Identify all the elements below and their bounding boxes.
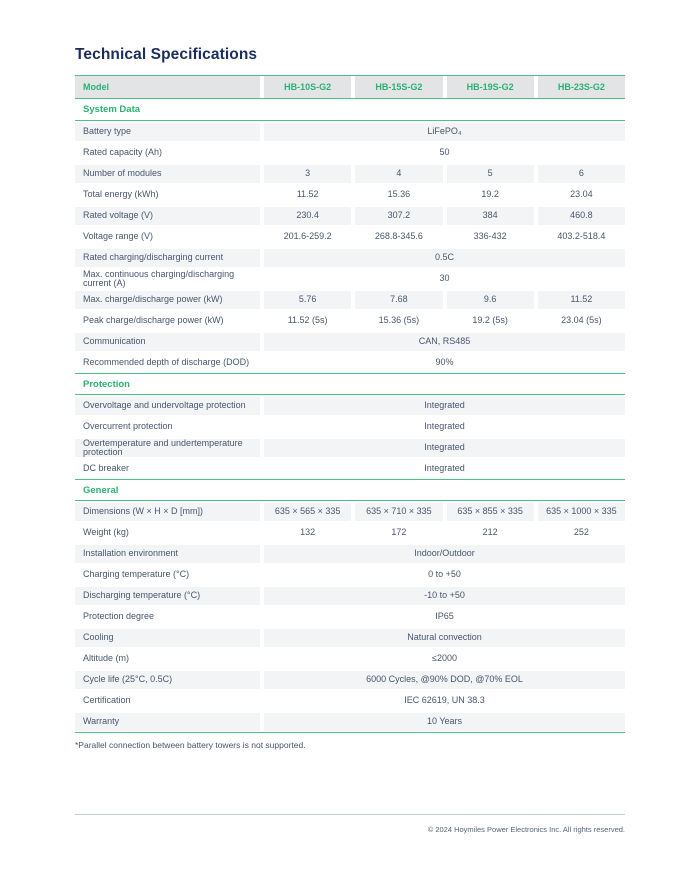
spec-value: 15.36 [387, 189, 411, 199]
spec-row [75, 711, 625, 732]
page-title: Technical Specifications [75, 46, 258, 63]
spec-row [75, 564, 625, 585]
section-header: Protection [75, 373, 625, 395]
spec-label: Cooling [75, 629, 260, 647]
section-header: General [75, 479, 625, 501]
spec-value: 132 [300, 527, 316, 537]
spec-label: Overtemperature and undertemperature protection [75, 439, 260, 457]
spec-row [75, 416, 625, 437]
spec-row [75, 226, 625, 247]
spec-value: 635 × 565 × 335 [264, 503, 351, 521]
spec-row [75, 395, 625, 416]
spec-value: 230.4 [264, 207, 351, 225]
spec-row [75, 205, 625, 226]
footer-copyright: © 2024 Hoymiles Power Electronics Inc. All rights reserved. [427, 825, 625, 834]
spec-label: Recommended depth of discharge (DOD) [83, 357, 250, 367]
column-header-cell: HB-10S-G2 [264, 76, 351, 98]
spec-row [75, 522, 625, 543]
spec-value: 403.2-518.4 [557, 231, 606, 241]
spec-label: Rated charging/discharging current [75, 249, 260, 267]
spec-row [75, 268, 625, 289]
spec-value: 635 × 710 × 335 [355, 503, 442, 521]
spec-value: 201.6-259.2 [283, 231, 332, 241]
spec-label: Protection degree [83, 611, 155, 621]
spec-value: 384 [447, 207, 534, 225]
spec-label: Voltage range (V) [83, 231, 154, 241]
spec-row [75, 606, 625, 627]
spec-value: 336-432 [473, 231, 507, 241]
spec-label: Certification [83, 695, 131, 705]
column-header-cell: HB-23S-G2 [538, 76, 625, 98]
spec-value: 212 [482, 527, 498, 537]
spec-value: 11.52 [296, 189, 319, 199]
column-header-cell: HB-19S-G2 [447, 76, 534, 98]
spec-row [75, 331, 625, 352]
spec-value: 7.68 [355, 291, 442, 309]
spec-row [75, 648, 625, 669]
spec-label: Cycle life (25°C, 0.5C) [75, 671, 260, 689]
spec-label: Rated voltage (V) [75, 207, 260, 225]
spec-value: 5.76 [264, 291, 351, 309]
spec-row [75, 585, 625, 606]
spec-value: IP65 [435, 611, 454, 621]
spec-label: Peak charge/discharge power (kW) [83, 315, 224, 325]
spec-value: 90% [435, 357, 454, 367]
spec-value: 268.8-345.6 [374, 231, 423, 241]
spec-label: Overcurrent protection [83, 421, 173, 431]
spec-row [75, 289, 625, 310]
spec-value: IEC 62619, UN 38.3 [404, 695, 485, 705]
spec-value: 6 [538, 165, 625, 183]
spec-value: Integrated [424, 421, 465, 431]
spec-value: 19.2 [481, 189, 499, 199]
spec-label: DC breaker [83, 463, 130, 473]
spec-label: Communication [75, 333, 260, 351]
spec-value: 23.04 [570, 189, 593, 199]
spec-row [75, 437, 625, 458]
spec-row [75, 458, 625, 479]
spec-value: 172 [391, 527, 407, 537]
spec-value: 30 [439, 273, 450, 283]
spec-label: Weight (kg) [83, 527, 129, 537]
spec-row [75, 543, 625, 564]
spec-value: Integrated [424, 463, 465, 473]
spec-row [75, 669, 625, 690]
spec-label: Charging temperature (°C) [83, 569, 190, 579]
spec-row [75, 627, 625, 648]
spec-value: 19.2 (5s) [472, 315, 508, 325]
spec-value: 50 [439, 147, 450, 157]
spec-label: Altitude (m) [83, 653, 130, 663]
spec-value: 0 to +50 [428, 569, 461, 579]
spec-label: Installation environment [75, 545, 260, 563]
spec-value: Natural convection [264, 629, 625, 647]
section-header: System Data [75, 99, 625, 121]
footnote: *Parallel connection between battery towers is not supported. [75, 740, 306, 750]
spec-value: 10 Years [264, 713, 625, 731]
spec-row [75, 310, 625, 331]
spec-row [75, 121, 625, 142]
spec-value: LiFePO₄ [264, 123, 625, 141]
spec-label: Battery type [75, 123, 260, 141]
spec-value: -10 to +50 [264, 587, 625, 605]
spec-row [75, 184, 625, 205]
spec-value: CAN, RS485 [264, 333, 625, 351]
spec-row [75, 163, 625, 184]
spec-row [75, 247, 625, 268]
spec-value: 307.2 [355, 207, 442, 225]
page-footer [75, 814, 625, 837]
spec-label: Number of modules [75, 165, 260, 183]
spec-value: 5 [447, 165, 534, 183]
spec-value: 252 [573, 527, 589, 537]
spec-value: 460.8 [538, 207, 625, 225]
spec-value: 4 [355, 165, 442, 183]
spec-label: Max. continuous charging/discharging current (A) [83, 268, 235, 288]
spec-value: 11.52 [538, 291, 625, 309]
model-header-cell: Model [75, 76, 260, 98]
spec-label: Warranty [75, 713, 260, 731]
spec-label: Dimensions (W × H × D [mm]) [75, 503, 260, 521]
table-header-row [75, 76, 625, 99]
spec-table [75, 75, 625, 733]
spec-label: Total energy (kWh) [83, 189, 159, 199]
spec-label: Rated capacity (Ah) [83, 147, 163, 157]
spec-row [75, 501, 625, 522]
spec-value: Integrated [264, 439, 625, 457]
spec-value: 0.5C [264, 249, 625, 267]
spec-value: 23.04 (5s) [561, 315, 602, 325]
spec-value: 3 [264, 165, 351, 183]
spec-value: Indoor/Outdoor [264, 545, 625, 563]
spec-value: ≤2000 [432, 653, 457, 663]
column-header-cell: HB-15S-G2 [355, 76, 442, 98]
spec-value: Integrated [264, 397, 625, 415]
spec-value: 6000 Cycles, @90% DOD, @70% EOL [264, 671, 625, 689]
spec-value: 15.36 (5s) [378, 315, 420, 325]
spec-value: 11.52 (5s) [287, 315, 328, 325]
spec-value: 635 × 1000 × 335 [538, 503, 625, 521]
spec-row [75, 352, 625, 373]
spec-value: 9.6 [447, 291, 534, 309]
spec-row [75, 690, 625, 711]
spec-label: Max. charge/discharge power (kW) [75, 291, 260, 309]
spec-row [75, 142, 625, 163]
spec-value: 635 × 855 × 335 [447, 503, 534, 521]
spec-label: Overvoltage and undervoltage protection [75, 397, 260, 415]
spec-label: Discharging temperature (°C) [75, 587, 260, 605]
